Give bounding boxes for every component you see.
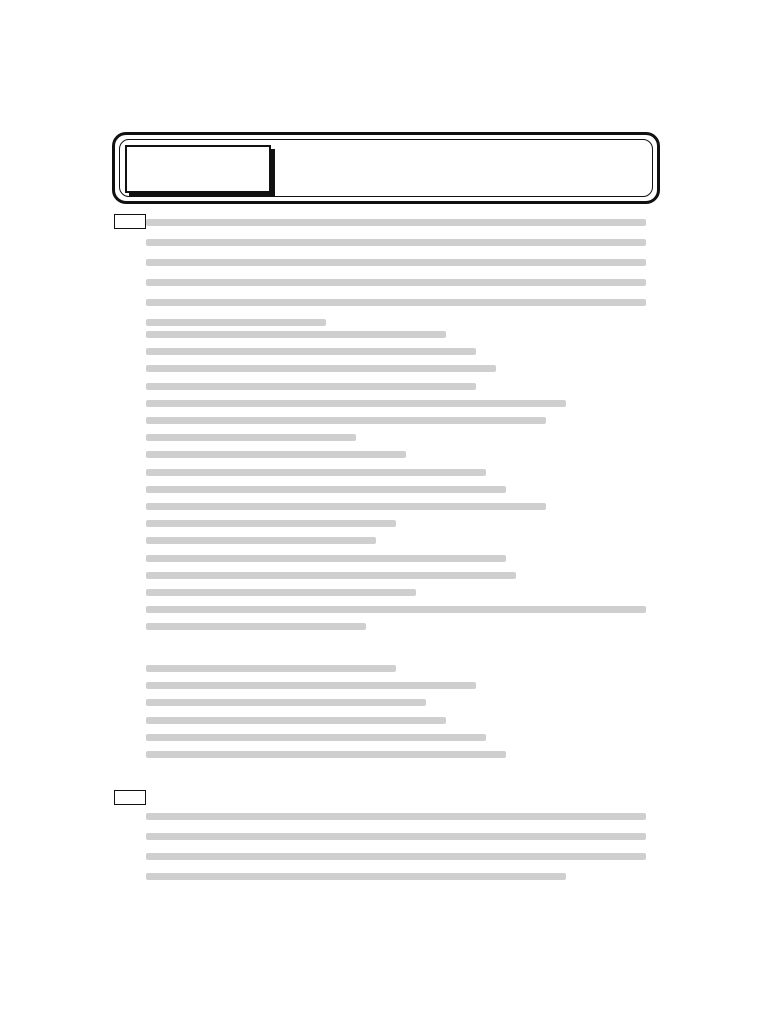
text-placeholder	[146, 682, 476, 689]
text-line	[146, 232, 658, 252]
text-placeholder	[146, 239, 646, 246]
text-line	[146, 292, 658, 312]
text-placeholder	[146, 365, 496, 372]
text-placeholder	[146, 400, 566, 407]
text-placeholder	[146, 699, 426, 706]
text-line	[146, 846, 658, 866]
list-item	[146, 567, 658, 584]
list-item	[146, 326, 658, 343]
text-line	[146, 806, 658, 826]
text-placeholder	[146, 520, 396, 527]
list-item	[146, 464, 658, 481]
list-item	[146, 712, 658, 729]
text-placeholder	[146, 417, 546, 424]
intro-marker-box	[114, 214, 146, 229]
text-placeholder	[146, 348, 476, 355]
list-item	[146, 694, 658, 711]
list-item	[146, 446, 658, 463]
text-placeholder	[146, 813, 646, 820]
text-line	[146, 272, 658, 292]
list-item	[146, 550, 658, 567]
text-placeholder	[146, 734, 486, 741]
text-line	[146, 252, 658, 272]
list-item	[146, 584, 658, 601]
list-item	[146, 515, 658, 532]
text-placeholder	[146, 383, 476, 390]
list-item	[146, 343, 658, 360]
list-item	[146, 498, 658, 515]
page-header	[114, 108, 658, 124]
practical-section	[146, 660, 658, 763]
text-placeholder	[146, 469, 486, 476]
cartesian-paragraph	[146, 806, 658, 886]
text-line	[146, 212, 658, 232]
chapter-banner	[112, 132, 660, 204]
text-placeholder	[146, 219, 646, 226]
list-item	[146, 677, 658, 694]
text-placeholder	[146, 537, 376, 544]
list-item	[146, 481, 658, 498]
text-placeholder	[146, 279, 646, 286]
text-placeholder	[146, 589, 416, 596]
text-placeholder	[146, 751, 506, 758]
text-placeholder	[146, 833, 646, 840]
text-placeholder	[146, 319, 326, 326]
list-item	[146, 746, 658, 763]
list-item	[146, 729, 658, 746]
list-item	[146, 395, 658, 412]
text-placeholder	[146, 503, 546, 510]
list-item	[146, 660, 658, 677]
text-line	[146, 866, 658, 886]
text-line	[146, 826, 658, 846]
text-placeholder	[146, 572, 516, 579]
list-item	[146, 360, 658, 377]
text-placeholder	[146, 873, 566, 880]
list-item	[146, 532, 658, 549]
text-placeholder	[146, 486, 506, 493]
text-placeholder	[146, 331, 446, 338]
list-item	[146, 429, 658, 446]
intro-section	[146, 212, 658, 332]
list-item	[146, 601, 658, 618]
text-placeholder	[146, 606, 646, 613]
list-item	[146, 412, 658, 429]
text-placeholder	[146, 717, 446, 724]
cartesian-marker-box	[114, 790, 146, 805]
text-placeholder	[146, 555, 506, 562]
text-placeholder	[146, 665, 396, 672]
list-item	[146, 618, 658, 635]
text-placeholder	[146, 299, 646, 306]
text-placeholder	[146, 451, 406, 458]
text-placeholder	[146, 623, 366, 630]
list-item	[146, 378, 658, 395]
text-placeholder	[146, 434, 356, 441]
chapter-label	[125, 145, 271, 193]
text-placeholder	[146, 853, 646, 860]
outcomes-section	[146, 326, 658, 636]
text-placeholder	[146, 259, 646, 266]
